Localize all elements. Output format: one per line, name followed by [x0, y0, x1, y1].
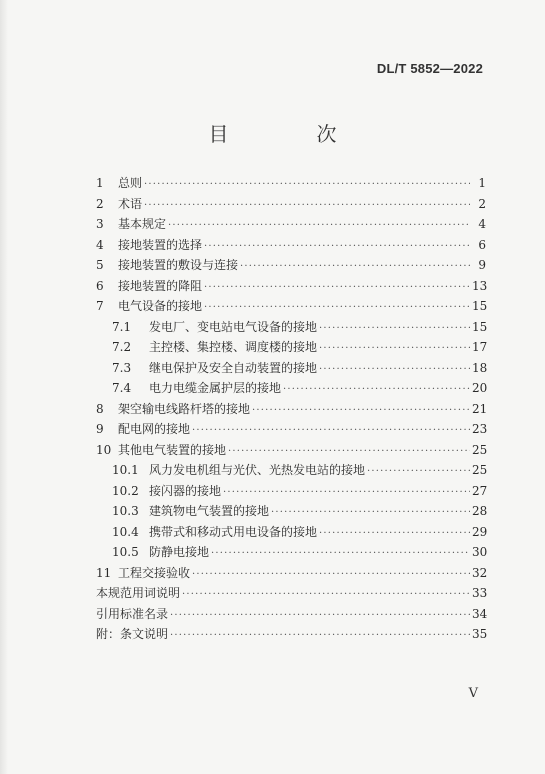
dot-leader — [228, 442, 470, 463]
toc-entry-page: 9 — [478, 258, 486, 272]
toc-entry-number: 2 — [96, 196, 104, 211]
toc-entry[interactable] — [96, 563, 486, 584]
toc-entry-page: 29 — [472, 524, 488, 539]
page-title: 目 次 — [208, 122, 371, 146]
toc-entry-page: 25 — [472, 442, 488, 457]
dot-leader — [144, 175, 470, 196]
toc-entry-title: 附：条文说明 — [96, 627, 169, 641]
toc-entry[interactable] — [96, 624, 486, 645]
toc-entry-title: 风力发电机组与光伏、光热发电站的接地 — [149, 463, 366, 477]
toc-entry-page: 21 — [472, 401, 488, 416]
toc-entry-title: 电气设备的接地 — [118, 299, 203, 313]
toc-entry-title: 继电保护及安全自动装置的接地 — [149, 360, 318, 375]
toc-entry-page: 25 — [472, 463, 488, 477]
toc-entry[interactable] — [96, 276, 486, 297]
toc-entry-title: 基本规定 — [118, 217, 167, 231]
toc-entry-page: 4 — [478, 217, 486, 231]
dot-leader — [192, 421, 470, 442]
toc-entry-page: 33 — [472, 586, 488, 600]
dot-leader — [271, 503, 470, 524]
toc-entry-page: 20 — [472, 381, 488, 395]
toc-entry[interactable] — [96, 337, 486, 358]
dot-leader — [211, 544, 470, 565]
toc-entry-title: 总则 — [118, 176, 143, 190]
dot-leader — [204, 298, 470, 319]
dot-leader — [319, 319, 470, 340]
toc-entry[interactable] — [96, 296, 486, 317]
toc-entry-number: 10.2 — [112, 483, 139, 498]
toc-entry-number: 10.5 — [112, 545, 139, 559]
toc-entry-title: 电力电缆金属护层的接地 — [149, 381, 282, 395]
toc-entry[interactable] — [96, 419, 486, 440]
toc-entry-title: 接地装置的降阻 — [118, 278, 203, 293]
toc-entry-title: 术语 — [118, 196, 143, 211]
toc-entry-title: 配电网的接地 — [118, 422, 191, 436]
toc-entry-page: 17 — [472, 340, 488, 354]
toc-entry-number: 10.1 — [112, 463, 139, 477]
toc-entry-page: 30 — [472, 545, 488, 559]
dot-leader — [182, 585, 470, 606]
toc-entry-title: 携带式和移动式用电设备的接地 — [149, 524, 318, 539]
page-edge-shadow — [0, 0, 8, 774]
toc-entry-page: 32 — [472, 565, 488, 580]
toc-entry-title: 主控楼、集控楼、调度楼的接地 — [149, 340, 318, 354]
toc-entry[interactable] — [96, 501, 486, 522]
toc-entry-title: 本规范用词说明 — [96, 586, 181, 600]
dot-leader — [367, 462, 470, 483]
toc-entry-title: 建筑物电气装置的接地 — [149, 504, 270, 518]
dot-leader — [204, 278, 470, 299]
toc-entry-page: 28 — [472, 504, 488, 518]
toc-entry-number: 7.4 — [112, 381, 132, 395]
toc-entry-page: 2 — [478, 196, 486, 211]
toc-entry-page: 13 — [472, 278, 488, 293]
dot-leader — [319, 339, 470, 360]
toc-entry-number: 8 — [96, 401, 104, 416]
toc-entry-title: 接地装置的敷设与连接 — [118, 258, 239, 272]
dot-leader — [283, 380, 470, 401]
table-of-contents — [96, 173, 486, 645]
toc-entry-page: 18 — [472, 360, 488, 375]
toc-entry-page: 23 — [472, 422, 488, 436]
toc-entry[interactable] — [96, 214, 486, 235]
dot-leader — [204, 237, 470, 258]
toc-entry-title: 架空输电线路杆塔的接地 — [118, 401, 251, 416]
toc-entry-page: 1 — [478, 176, 486, 190]
toc-entry-title: 引用标准名录 — [96, 606, 169, 621]
toc-entry[interactable] — [96, 542, 486, 563]
toc-entry-page: 6 — [478, 237, 486, 252]
toc-entry[interactable] — [96, 358, 486, 379]
toc-entry-number: 9 — [96, 422, 104, 436]
dot-leader — [319, 360, 470, 381]
toc-entry-title: 接地装置的选择 — [118, 237, 203, 252]
toc-entry-page: 15 — [472, 299, 488, 313]
toc-entry-title: 其他电气装置的接地 — [118, 442, 227, 457]
dot-leader — [144, 196, 470, 217]
toc-entry[interactable] — [96, 399, 486, 420]
toc-entry[interactable] — [96, 378, 486, 399]
toc-entry-number: 10 — [96, 442, 112, 457]
toc-entry[interactable] — [96, 583, 486, 604]
toc-entry-page: 15 — [472, 319, 488, 334]
dot-leader — [192, 565, 470, 586]
toc-entry-number: 5 — [96, 258, 104, 272]
toc-entry-number: 10.4 — [112, 524, 139, 539]
toc-entry[interactable] — [96, 522, 486, 543]
toc-entry-number: 6 — [96, 278, 104, 293]
toc-entry[interactable] — [96, 255, 486, 276]
toc-entry[interactable] — [96, 194, 486, 215]
toc-entry[interactable] — [96, 604, 486, 625]
toc-entry-title: 发电厂、变电站电气设备的接地 — [149, 319, 318, 334]
toc-entry-number: 4 — [96, 237, 104, 252]
toc-entry-number: 11 — [96, 565, 112, 580]
toc-entry-title: 防静电接地 — [149, 545, 210, 559]
toc-entry[interactable] — [96, 235, 486, 256]
toc-entry-title: 工程交接验收 — [118, 565, 191, 580]
toc-entry-page: 34 — [472, 606, 488, 621]
toc-entry-number: 1 — [96, 176, 104, 190]
toc-entry-title: 接闪器的接地 — [149, 483, 222, 498]
toc-entry-number: 3 — [96, 217, 104, 231]
dot-leader — [170, 606, 470, 627]
toc-entry[interactable] — [96, 173, 486, 194]
toc-entry-number: 7.1 — [112, 319, 132, 334]
toc-entry-page: 27 — [472, 483, 488, 498]
toc-entry[interactable] — [96, 440, 486, 461]
page-number: V — [468, 686, 478, 701]
toc-entry-number: 7.3 — [112, 360, 132, 375]
dot-leader — [252, 401, 470, 422]
toc-entry-number: 10.3 — [112, 504, 139, 518]
toc-entry[interactable] — [96, 481, 486, 502]
dot-leader — [170, 626, 470, 647]
toc-entry[interactable] — [96, 460, 486, 481]
toc-entry[interactable] — [96, 317, 486, 338]
standard-code: DL/T 5852—2022 — [376, 61, 483, 76]
toc-entry-page: 35 — [472, 627, 488, 641]
toc-entry-number: 7 — [96, 299, 104, 313]
dot-leader — [223, 483, 470, 504]
dot-leader — [168, 216, 470, 237]
dot-leader — [319, 524, 470, 545]
dot-leader — [240, 257, 470, 278]
toc-entry-number: 7.2 — [112, 340, 132, 354]
